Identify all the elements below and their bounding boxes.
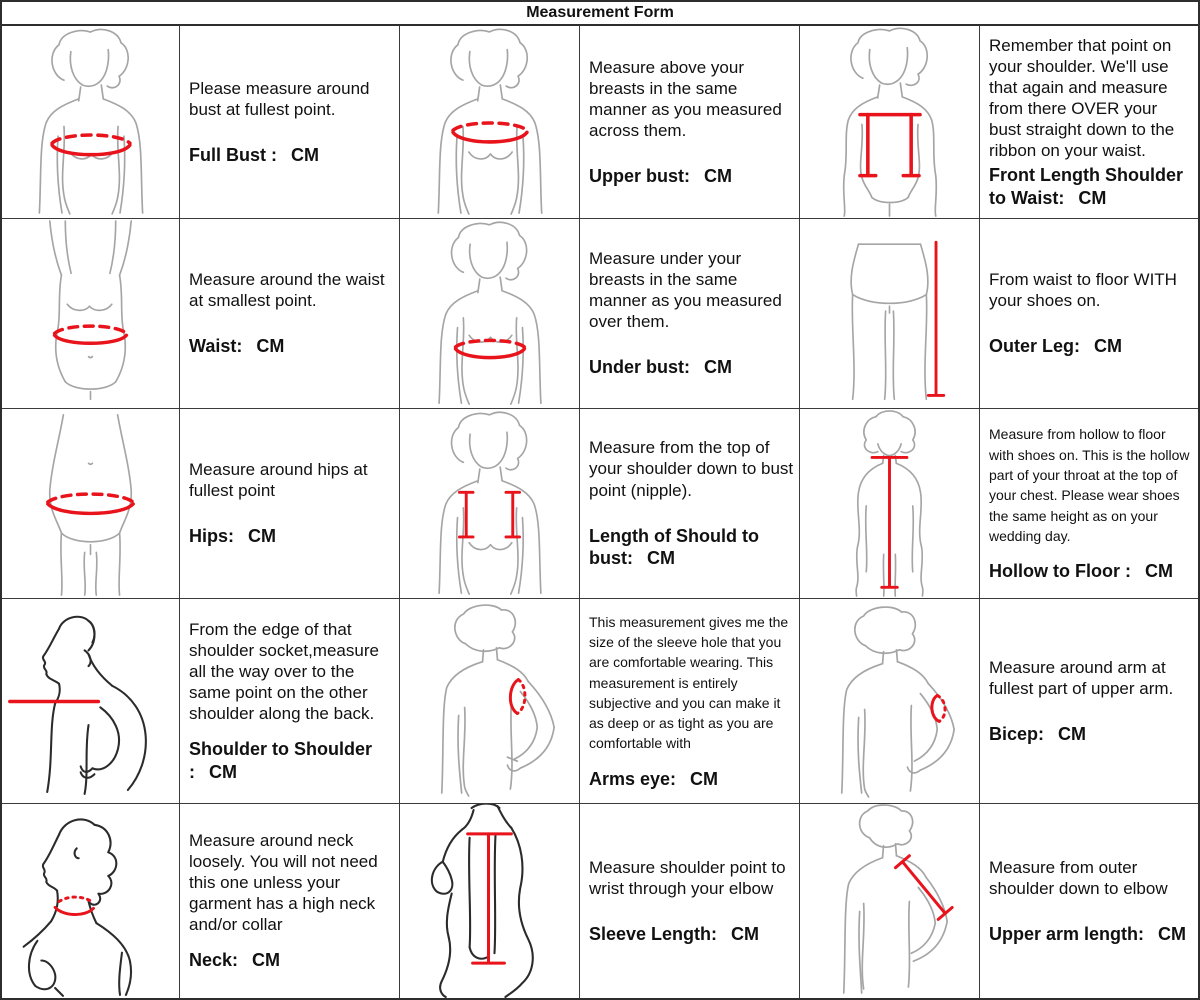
info-cell-hips (180, 409, 400, 599)
info-cell-under-bust (580, 219, 800, 409)
measurement-label (989, 723, 1194, 746)
figure-cell-sleeve-length (400, 804, 580, 998)
measurement-label-text: Front Length Shoulder to Waist: (989, 165, 1183, 208)
info-cell-hollow-to-floor (980, 409, 1198, 599)
measurement-description: Measure from hollow to floor with shoes on. This is the hollow part of your throat at the top of your chest. Please wear shoes the same height as on your wedding day. (989, 426, 1190, 544)
unit-label: CM (1094, 336, 1123, 357)
measurement-description: Measure around arm at fullest part of upper arm. (989, 657, 1174, 698)
info-cell-full-bust (180, 26, 400, 219)
measurement-label (189, 738, 395, 783)
info-cell-waist (180, 219, 400, 409)
figure-cell-upper-bust (400, 26, 580, 219)
figure-cell-full-bust (2, 26, 180, 219)
info-cell-shoulder-to-bust (580, 409, 800, 599)
unit-label: CM (690, 768, 719, 789)
measurement-label-text: Shoulder to Shoulder : (189, 739, 372, 782)
figure-cell-front-length (800, 26, 980, 219)
measurement-description: From the edge of that shoulder socket,measure all the way over to the same point on the other shoulder along the back. (189, 619, 379, 724)
measurement-description: Measure around neck loosely. You will not need this one unless your garment has a high neck and/or collar (189, 831, 378, 935)
woman-bicep-figure (800, 599, 979, 803)
measurement-label (589, 768, 795, 791)
measurement-label-text: Upper bust: (589, 165, 690, 186)
woman-torso-hips-figure (2, 409, 179, 598)
woman-neck-profile-figure (2, 804, 179, 998)
measurement-label (189, 949, 395, 972)
unit-label: CM (1078, 187, 1107, 208)
unit-label: CM (1158, 923, 1187, 944)
figure-cell-arms-eye (400, 599, 580, 804)
measurement-label-text: Length of Should to bust: (589, 525, 759, 569)
woman-front-shoulder-to-waist-figure (800, 26, 979, 218)
measurement-description: Measure around the waist at smallest point. (189, 270, 385, 311)
woman-legs-outer-leg-figure (800, 219, 979, 408)
woman-arms-eye-figure (400, 599, 579, 803)
unit-label: CM (731, 923, 760, 944)
info-cell-front-length (980, 26, 1198, 219)
measurement-label (989, 923, 1194, 946)
info-cell-arms-eye (580, 599, 800, 804)
form-title: Measurement Form (2, 2, 1198, 26)
woman-torso-waist-figure (2, 219, 179, 408)
measurement-description: Measure above your breasts in the same manner as you measured across them. (589, 57, 782, 140)
woman-front-full-bust-figure (2, 26, 179, 218)
unit-label: CM (1144, 561, 1173, 582)
unit-label: CM (704, 357, 732, 378)
unit-label: CM (248, 526, 276, 547)
measurement-label-text: Neck: (189, 950, 239, 971)
measurement-label-text: Upper arm length: (989, 923, 1145, 944)
measurement-label-text: Under bust: (589, 357, 690, 378)
unit-label: CM (704, 165, 732, 186)
measurement-label-text: Bicep: (989, 723, 1045, 744)
measurement-label (589, 525, 795, 570)
figure-cell-hollow-to-floor (800, 409, 980, 599)
measurement-description: Measure from outer shoulder down to elbow (989, 857, 1168, 898)
measurement-description: This measurement gives me the size of the sleeve hole that you are comfortable wearing. This measurement is entirely subjective and you can make it as deep or as tight as you are comfortable with (589, 613, 789, 752)
measurement-label (189, 525, 395, 548)
measurement-label (589, 356, 795, 379)
measurement-label-text: Hollow to Floor : (989, 561, 1131, 582)
woman-sleeve-length-figure (400, 804, 579, 998)
measurement-description: Measure under your breasts in the same manner as you measured over them. (589, 249, 782, 332)
woman-shoulder-to-shoulder-figure (2, 599, 179, 803)
figure-cell-upper-arm-length (800, 804, 980, 998)
measurement-label (189, 335, 395, 358)
figure-cell-waist (2, 219, 180, 409)
measurement-label-text: Arms eye: (589, 768, 677, 789)
unit-label: CM (291, 144, 319, 165)
measurement-description: Remember that point on your shoulder. We'll use that again and measure from there OVER your bust straight down to the ribbon on your waist. (989, 35, 1175, 161)
measurement-description: From waist to floor WITH your shoes on. (989, 270, 1177, 311)
unit-label: CM (252, 950, 281, 971)
measurement-label-text: Waist: (189, 336, 243, 357)
figure-cell-neck (2, 804, 180, 998)
info-cell-bicep (980, 599, 1198, 804)
figure-cell-outer-leg (800, 219, 980, 409)
measurement-label-text: Sleeve Length: (589, 923, 718, 944)
woman-front-upper-bust-figure (400, 26, 579, 218)
measurement-label-text: Full Bust : (189, 144, 277, 165)
figure-cell-under-bust (400, 219, 580, 409)
info-cell-shoulder-to-shoulder (180, 599, 400, 804)
info-cell-neck (180, 804, 400, 998)
measurement-description: Please measure around bust at fullest point. (189, 78, 370, 119)
measurement-grid (2, 26, 1198, 998)
woman-shoulder-to-bust-figure (400, 409, 579, 598)
woman-upper-arm-length-figure (800, 804, 979, 998)
measurement-label (589, 165, 795, 188)
woman-front-under-bust-figure (400, 219, 579, 408)
info-cell-sleeve-length (580, 804, 800, 998)
unit-label: CM (209, 761, 237, 782)
measurement-label (589, 923, 795, 946)
unit-label: CM (1058, 723, 1087, 744)
measurement-description: Measure from the top of your shoulder down to bust point (nipple). (589, 438, 794, 500)
figure-cell-hips (2, 409, 180, 599)
measurement-label (189, 144, 395, 167)
measurement-label (989, 335, 1194, 358)
info-cell-upper-arm-length (980, 804, 1198, 998)
info-cell-upper-bust (580, 26, 800, 219)
measurement-description: Measure shoulder point to wrist through your elbow (589, 857, 786, 898)
figure-cell-shoulder-to-shoulder (2, 599, 180, 804)
woman-hollow-to-floor-figure (800, 409, 979, 598)
figure-cell-shoulder-to-bust (400, 409, 580, 599)
measurement-label (989, 560, 1194, 583)
info-cell-outer-leg (980, 219, 1198, 409)
measurement-label-text: Hips: (189, 526, 234, 547)
unit-label: CM (647, 548, 675, 569)
measurement-label-text: Outer Leg: (989, 336, 1081, 357)
measurement-label (989, 164, 1194, 209)
unit-label: CM (256, 336, 285, 357)
measurement-description: Measure around hips at fullest point (189, 460, 368, 501)
figure-cell-bicep (800, 599, 980, 804)
